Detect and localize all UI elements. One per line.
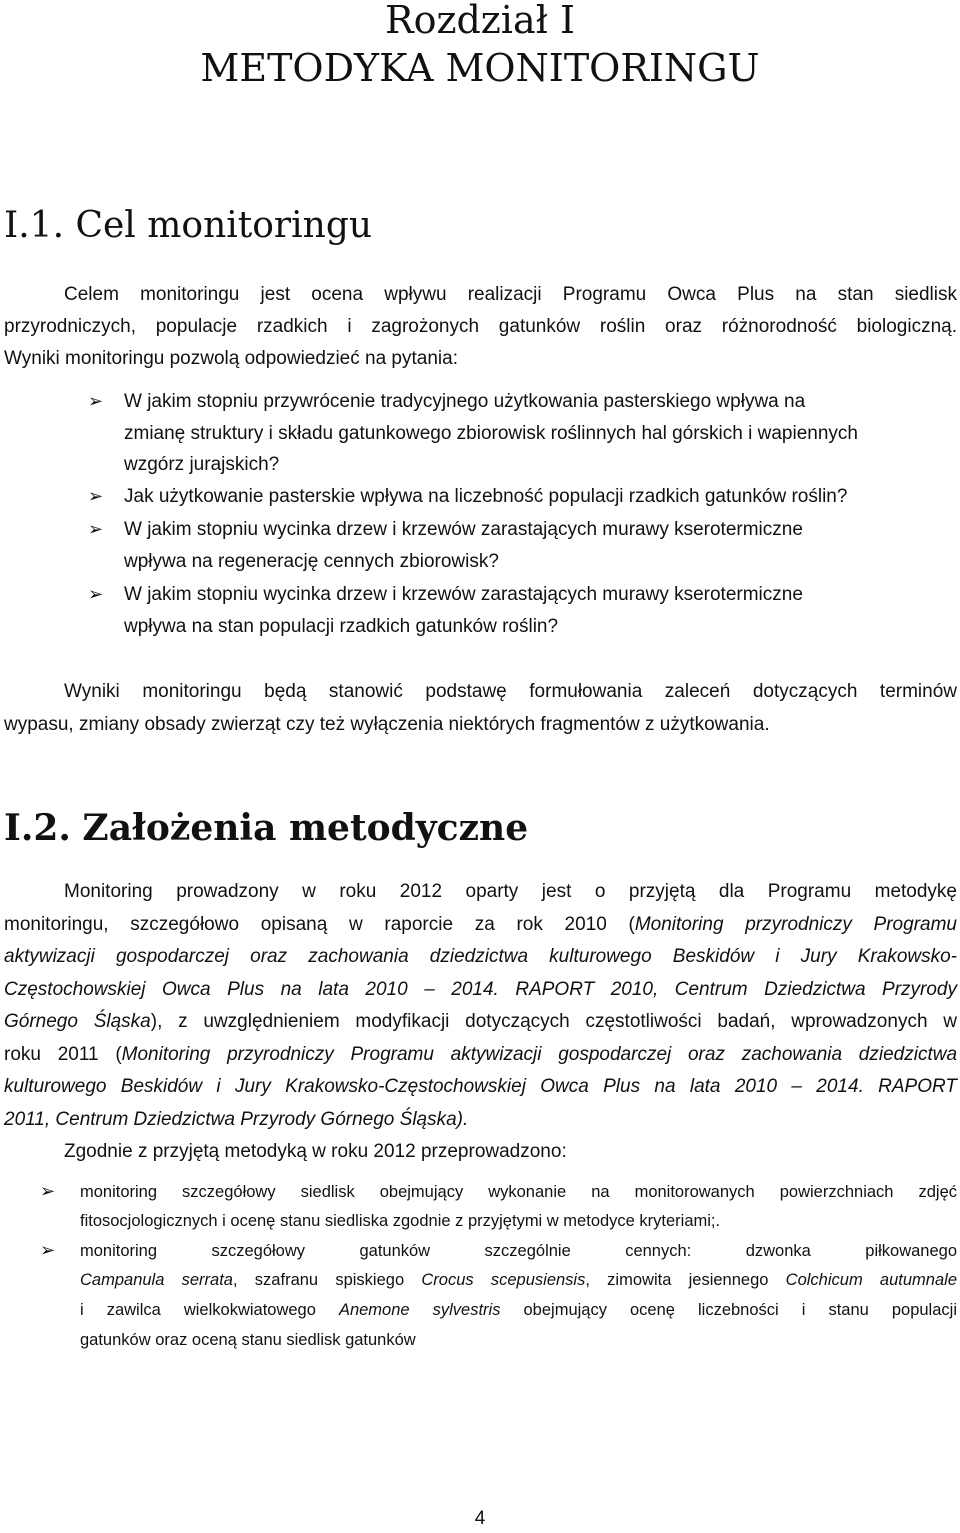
paragraph-line: Wyniki monitoringu pozwolą odpowiedzieć na pytania: — [4, 348, 458, 369]
list-item-line: gatunków oraz oceną stanu siedlisk gatunków — [80, 1331, 416, 1349]
question-line: wzgórz jurajskich? — [124, 454, 280, 475]
arrow-bullet-icon: ➢ — [40, 1181, 56, 1202]
paragraph-line: Wyniki monitoringu będą stanowić podstawę formułowania zaleceń dotyczących terminów — [64, 681, 957, 702]
question-line: W jakim stopniu wycinka drzew i krzewów zarastających murawy kserotermiczne — [124, 519, 803, 540]
list-item-line: fitosocjologicznych i ocenę stanu siedliska zgodnie z przyjętymi w metodyce kryteriami;. — [80, 1212, 721, 1230]
question-line: W jakim stopniu przywrócenie tradycyjnego użytkowania pasterskiego wpływa na — [124, 391, 806, 412]
paragraph-line: aktywizacji gospodarczej oraz zachowania dziedzictwa kulturowego Beskidów i Jury Krakowsko- — [4, 946, 957, 967]
paragraph-line: Monitoring prowadzony w roku 2012 oparty jest o przyjętą dla Programu metodykę — [64, 881, 957, 902]
question-line: wpływa na regenerację cennych zbiorowisk? — [124, 551, 499, 572]
chapter-subtitle: METODYKA MONITORINGU — [200, 46, 760, 90]
paragraph-line: Zgodnie z przyjętą metodyką w roku 2012 przeprowadzono: — [64, 1141, 567, 1162]
page-number: 4 — [474, 1508, 486, 1529]
paragraph-line: 2011, Centrum Dziedzictwa Przyrody Górnego Śląska). — [4, 1109, 469, 1130]
paragraph-line: przyrodniczych, populacje rzadkich i zagrożonych gatunków roślin oraz różnorodność biologiczną. — [4, 316, 957, 337]
paragraph-line: kulturowego Beskidów i Jury Krakowsko-Częstochowskiej Owca Plus na lata 2010 – 2014. RAPORT — [4, 1076, 957, 1097]
list-item-line: monitoring szczegółowy siedlisk obejmujący wykonanie na monitorowanych powierzchniach zdjęć — [80, 1183, 957, 1201]
paragraph-line: roku 2011 (Monitoring przyrodniczy Programu aktywizacji gospodarczej oraz zachowania dziedzictwa — [4, 1044, 958, 1065]
section-number: I.2. — [4, 807, 71, 849]
paragraph-line: Górnego Śląska), z uwzględnieniem modyfikacji dotyczących częstotliwości badań, wprowadzonych w — [4, 1011, 957, 1032]
arrow-bullet-icon: ➢ — [40, 1240, 56, 1261]
arrow-bullet-icon: ➢ — [88, 391, 104, 412]
section-title: Założenia metodyczne — [82, 807, 529, 849]
chapter-title: Rozdział I — [384, 0, 576, 42]
paragraph-line: Celem monitoringu jest ocena wpływu realizacji Programu Owca Plus na stan siedlisk — [64, 284, 957, 305]
question-line: zmianę struktury i składu gatunkowego zbiorowisk roślinnych hal górskich i wapiennych — [124, 423, 858, 444]
paragraph-line: monitoringu, szczegółowo opisaną w raporcie za rok 2010 (Monitoring przyrodniczy Programu — [4, 914, 957, 935]
question-line: Jak użytkowanie pasterskie wpływa na liczebność populacji rzadkich gatunków roślin? — [124, 486, 848, 507]
list-item-line: Campanula serrata, szafranu spiskiego Crocus scepusiensis, zimowita jesiennego Colchicum autumnale — [80, 1271, 957, 1289]
arrow-bullet-icon: ➢ — [88, 519, 104, 540]
question-line: W jakim stopniu wycinka drzew i krzewów zarastających murawy kserotermiczne — [124, 584, 803, 605]
arrow-bullet-icon: ➢ — [88, 584, 104, 605]
paragraph-line: wypasu, zmiany obsady zwierząt czy też wyłączenia niektórych fragmentów z użytkowania. — [4, 714, 770, 735]
section-heading-2 — [4, 808, 528, 849]
arrow-bullet-icon: ➢ — [88, 486, 104, 507]
question-line: wpływa na stan populacji rzadkich gatunków roślin? — [124, 616, 559, 637]
list-item-line: monitoring szczegółowy gatunków szczególnie cennych: dzwonka piłkowanego — [80, 1242, 957, 1260]
section-heading-1: I.1. Cel monitoringu — [4, 205, 373, 246]
paragraph-line: Częstochowskiej Owca Plus na lata 2010 – 2014. RAPORT 2010, Centrum Dziedzictwa Przyrody — [4, 979, 957, 1000]
list-item-line: i zawilca wielkokwiatowego Anemone sylvestris obejmujący ocenę liczebności i stanu populacji — [80, 1301, 957, 1319]
